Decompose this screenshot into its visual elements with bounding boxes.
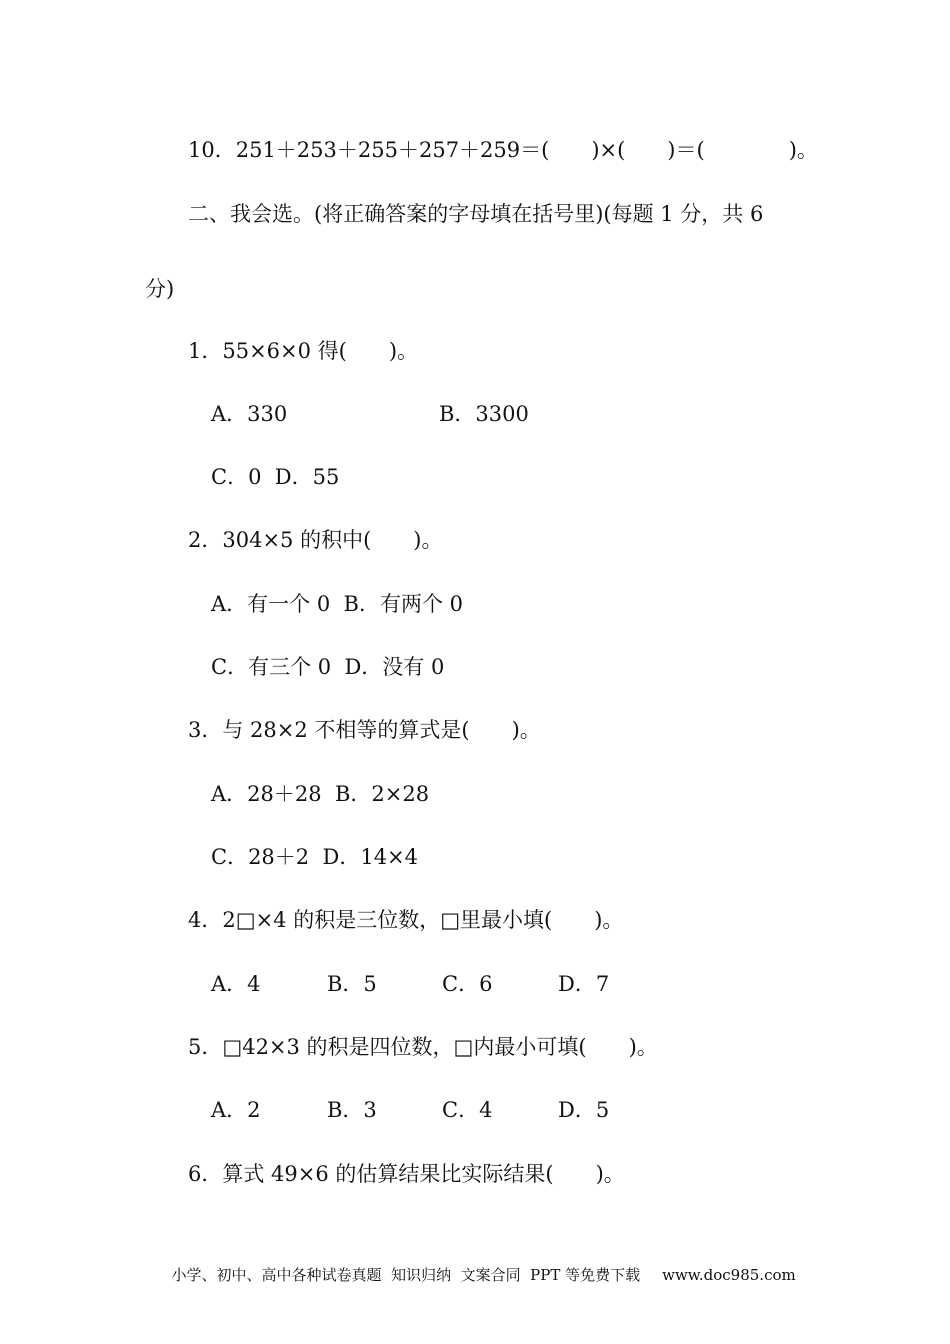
footer-text: 小学、初中、高中各种试卷真题 知识归纳 文案合同 PPT 等免费下载: [171, 1266, 641, 1284]
question-4-option-c: C．6: [442, 972, 493, 996]
question-4: 4．2□×4 的积是三位数，□里最小填( )。: [188, 908, 624, 932]
section-2-heading-cont: 分): [145, 277, 175, 301]
question-5-option-c: C．4: [442, 1098, 493, 1122]
question-5-option-a: A．2: [211, 1098, 261, 1122]
section-2-heading: 二、我会选。(将正确答案的字母填在括号里)(每题 1 分，共 6: [188, 202, 764, 226]
question-5-option-d: D．5: [558, 1098, 610, 1122]
question-10: 10．251＋253＋255＋257＋259＝( )×( )＝( )。: [188, 138, 818, 162]
question-2-options-cd: C．有三个 0 D．没有 0: [211, 655, 445, 679]
question-3-options-cd: C．28＋2 D．14×4: [211, 845, 419, 869]
question-2: 2．304×5 的积中( )。: [188, 528, 443, 552]
question-3-options-ab: A．28＋28 B．2×28: [211, 782, 430, 806]
question-6: 6．算式 49×6 的估算结果比实际结果( )。: [188, 1162, 625, 1186]
question-5: 5．□42×3 的积是四位数，□内最小可填( )。: [188, 1035, 658, 1059]
question-4-option-a: A．4: [211, 972, 261, 996]
question-2-options-ab: A．有一个 0 B．有两个 0: [211, 592, 464, 616]
question-4-option-b: B．5: [327, 972, 377, 996]
question-1: 1．55×6×0 得( )。: [188, 339, 419, 363]
page-footer: [162, 1246, 796, 1285]
footer-url-link[interactable]: www.doc985.com: [662, 1266, 796, 1284]
question-5-option-b: B．3: [327, 1098, 377, 1122]
question-3: 3．与 28×2 不相等的算式是( )。: [188, 718, 541, 742]
question-4-option-d: D．7: [558, 972, 610, 996]
question-1-options-cd: C．0 D．55: [211, 465, 340, 489]
question-1-option-a: A．330: [211, 402, 288, 426]
question-1-option-b: B．3300: [439, 402, 529, 426]
